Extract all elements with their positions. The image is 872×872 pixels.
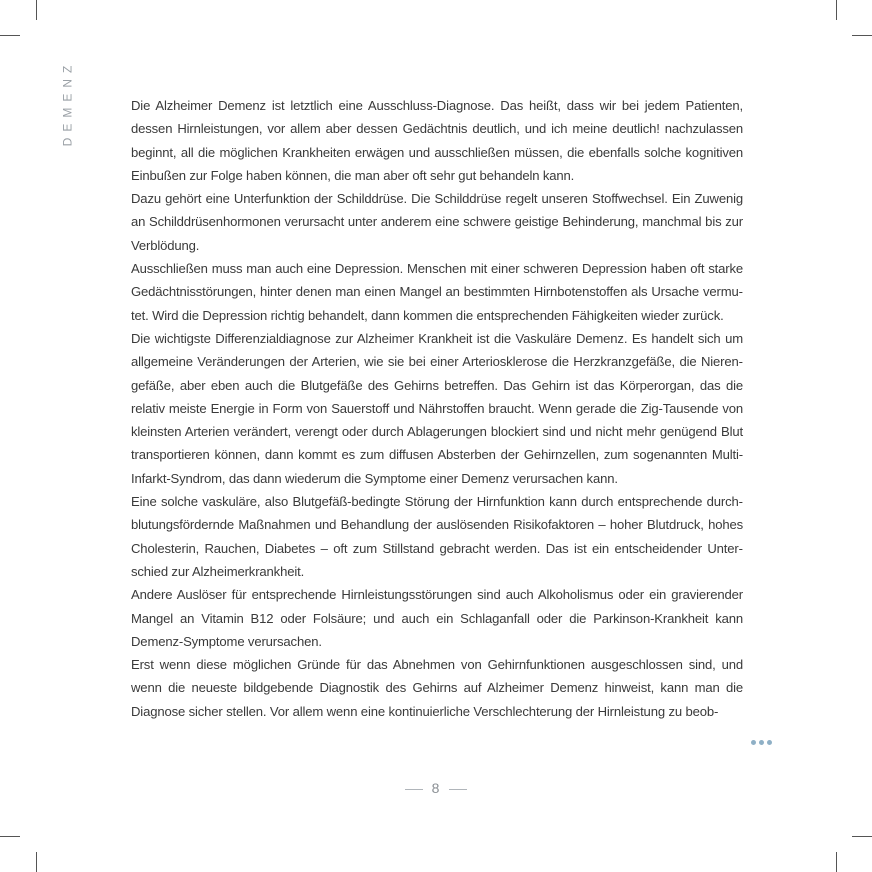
continuation-dots-icon — [751, 736, 777, 748]
paragraph: Dazu gehört eine Unterfunktion der Schilddrüse. Die Schilddrüse regelt unseren Stoffwechsel. Ein Zuwenig an Schilddrüsenhormonen verursacht unter anderem eine schwere geistige Behinderung, manchmal bis zur Verblödung. — [131, 191, 743, 253]
crop-mark-top-left-horizontal — [0, 35, 20, 36]
crop-mark-bottom-right-horizontal — [852, 836, 872, 837]
crop-mark-bottom-left-horizontal — [0, 836, 20, 837]
paragraph: Die wichtigste Differenzialdiagnose zur Alzheimer Krankheit ist die Vaskuläre Demenz. Es handelt sich um allgemeine Veränderungen der Arterien, wie sie bei einer Arteriosklerose die Herzkranzgefäße, die Nierengefäße, aber eben auch die Blutgefäße des Gehirns betreffen. Das Gehirn ist das Körperorgan, das die relativ meiste Energie in Form von Sauerstoff und Nährstoffen braucht. Wenn gerade die Zig-Tausende von kleinsten Arterien verändert, verengt oder durch Ablagerungen blockiert sind und nicht mehr genügend Blut transportieren können, dann kommt es zum diffusen Absterben der Gehirnzellen, zum sogenannten Multi-Infarkt-Syndrom, das dann wiederum die Symptome einer Demenz verursachen kann. — [131, 330, 743, 486]
paragraph: Eine solche vaskuläre, also Blutgefäß-bedingte Störung der Hirnfunktion kann durch entsprechende durchblutungsfördernde Maßnahmen und Behandlung der auslösenden Risikofaktoren – hoher Blutdruck, hohes Cholesterin, Rauchen, Diabetes – oft zum Stillstand gebracht werden. Das ist ein entscheidender Unterschied zur Alzheimerkrankheit. — [131, 494, 743, 579]
dot — [751, 740, 756, 745]
dot — [759, 740, 764, 745]
crop-mark-top-right-horizontal — [852, 35, 872, 36]
crop-mark-top-left-vertical — [36, 0, 37, 20]
page-number-dash-right — [449, 789, 467, 790]
paragraph: Ausschließen muss man auch eine Depression. Menschen mit einer schweren Depression haben oft starke Gedächtnisstörungen, hinter denen man einen Mangel an bestimmten Hirnbotenstoffen als Ursache vermutet. Wird die Depression richtig behandelt, dann kommen die entsprechenden Fähigkeiten wieder zurück. — [131, 261, 743, 323]
page-number-value: 8 — [431, 780, 441, 796]
body-text — [131, 94, 743, 723]
crop-mark-top-right-vertical — [836, 0, 837, 20]
dot — [767, 740, 772, 745]
paragraph: Erst wenn diese möglichen Gründe für das Abnehmen von Gehirnfunktionen ausgeschlossen sind, und wenn die neueste bildgebende Diagnostik des Gehirns auf Alzheimer Demenz hinweist, kann man die Diagnose sicher stellen. Vor allem wenn eine kontinuierliche Verschlechterung der Hirnleistung zu beob- — [131, 657, 743, 719]
crop-mark-bottom-right-vertical — [836, 852, 837, 872]
page-number — [0, 780, 872, 796]
section-label — [58, 60, 76, 146]
paragraph: Die Alzheimer Demenz ist letztlich eine Ausschluss-Diagnose. Das heißt, dass wir bei jedem Patienten, dessen Hirnleistungen, vor allem aber dessen Gedächtnis deutlich, und ich meine deutlich! nachzulassen beginnt, all die möglichen Krankheiten erwägen und ausschließen müssen, die ebenfalls solche kognitiven Einbußen zur Folge haben können, die man aber oft sehr gut behandeln kann. — [131, 98, 743, 183]
section-label-text: DEMENZ — [60, 59, 75, 147]
crop-mark-bottom-left-vertical — [36, 852, 37, 872]
paragraph: Andere Auslöser für entsprechende Hirnleistungsstörungen sind auch Alkoholismus oder ein gravierender Mangel an Vitamin B12 oder Folsäure; und auch ein Schlaganfall oder die Parkinson-Krankheit kann Demenz-Symptome verursachen. — [131, 587, 743, 649]
page-number-dash-left — [405, 789, 423, 790]
